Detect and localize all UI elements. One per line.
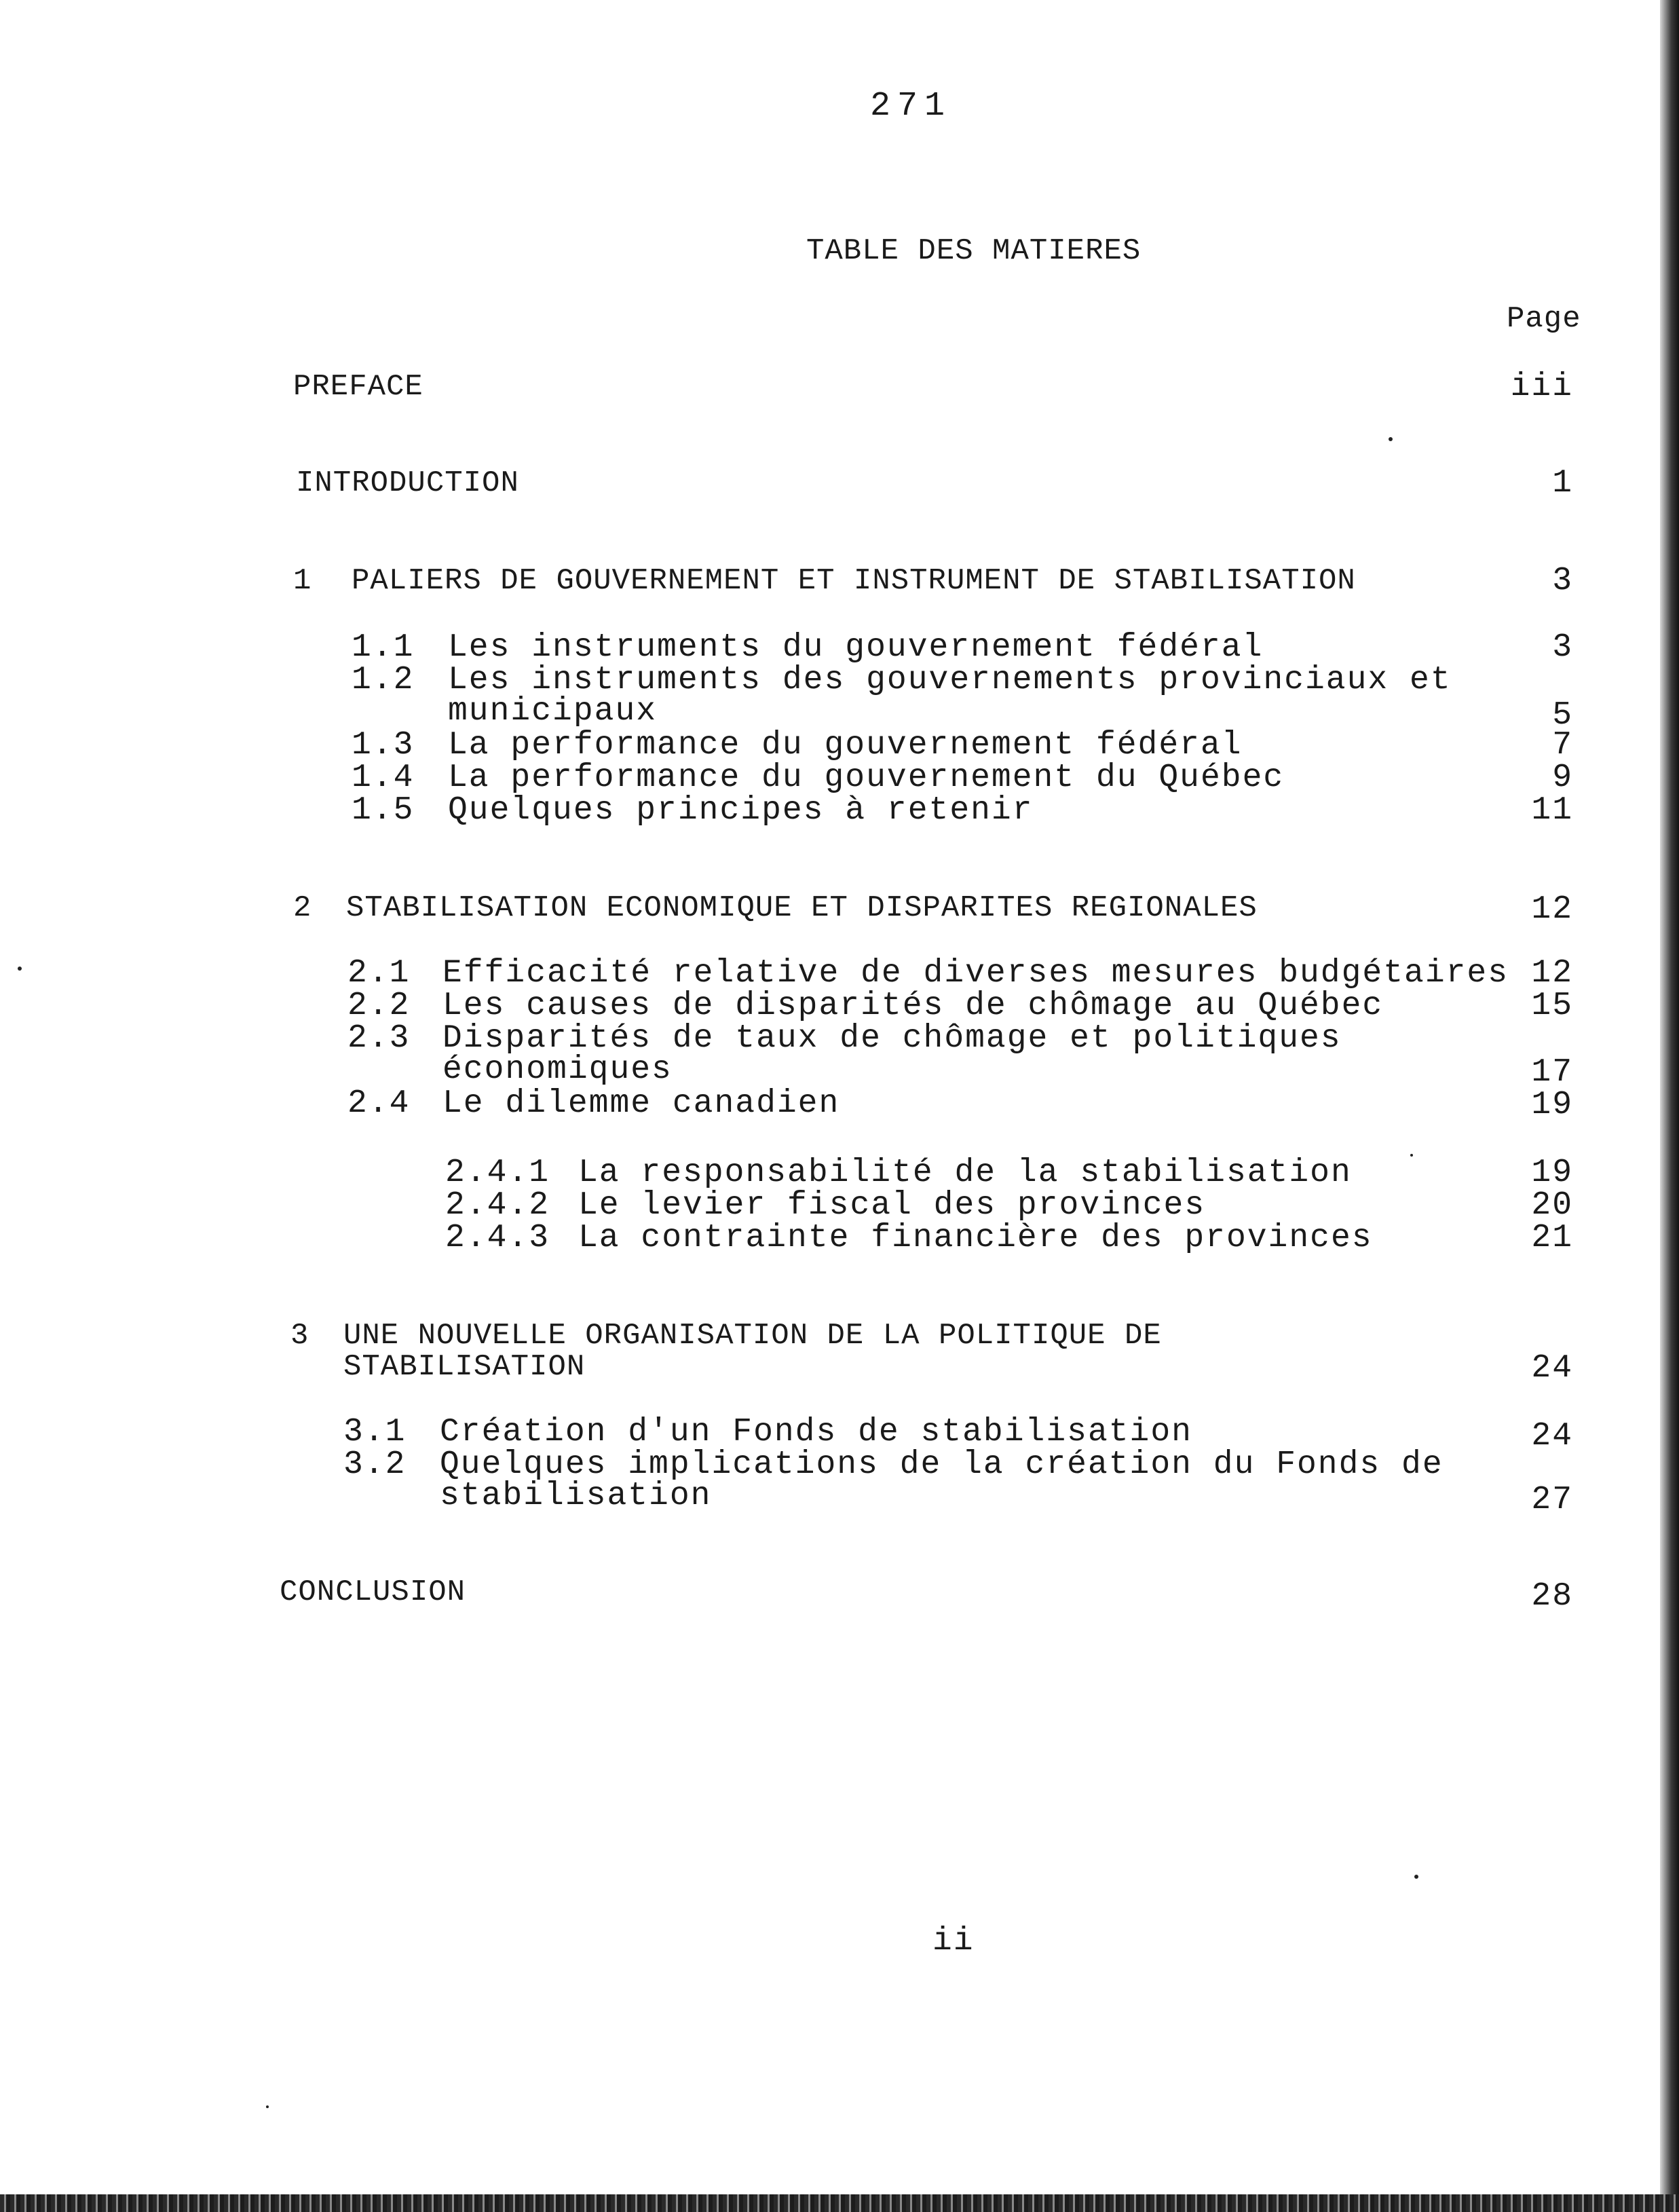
toc-1-5-title: Quelques principes à retenir <box>448 792 1034 829</box>
toc-1-3-title: La performance du gouvernement fédéral <box>448 727 1243 764</box>
page-number-bottom: ii <box>932 1923 975 1960</box>
toc-2-3-title-line2: économiques <box>442 1051 673 1088</box>
toc-2-4-1-title: La responsabilité de la stabilisation <box>578 1155 1352 1191</box>
page-title: TABLE DES MATIERES <box>806 234 1142 268</box>
toc-2-1-number: 2.1 <box>347 955 411 992</box>
toc-ch1-number: 1 <box>293 564 312 598</box>
toc-1-3-page: 7 <box>1552 727 1573 764</box>
toc-2-4-2-number: 2.4.2 <box>445 1187 550 1224</box>
toc-1-5-number: 1.5 <box>352 792 415 829</box>
toc-preface-page: iii <box>1510 369 1573 405</box>
toc-ch3-number: 3 <box>290 1319 309 1353</box>
scan-speck <box>1389 437 1393 441</box>
toc-ch2-page: 12 <box>1531 891 1573 928</box>
toc-2-4-2-title: Le levier fiscal des provinces <box>578 1187 1206 1224</box>
toc-2-1-title: Efficacité relative de diverses mesures budgétaires <box>442 955 1509 992</box>
toc-conclusion-label: CONCLUSION <box>280 1575 466 1609</box>
toc-2-3-page: 17 <box>1531 1054 1573 1091</box>
toc-3-2-number: 3.2 <box>343 1446 407 1483</box>
toc-1-4-number: 1.4 <box>352 760 415 796</box>
toc-3-2-title-line1: Quelques implications de la création du Fonds de <box>440 1446 1444 1483</box>
toc-1-2-title-line1: Les instruments des gouvernements provinciaux et <box>448 662 1452 698</box>
toc-1-1-title: Les instruments du gouvernement fédéral <box>448 629 1264 666</box>
toc-2-4-number: 2.4 <box>347 1085 411 1122</box>
toc-2-4-page: 19 <box>1531 1087 1573 1123</box>
scan-speck <box>1410 1154 1413 1157</box>
scan-speck <box>266 2105 269 2108</box>
toc-2-4-1-number: 2.4.1 <box>445 1155 550 1191</box>
page-column-header: Page <box>1507 302 1581 336</box>
toc-ch2-number: 2 <box>293 891 312 925</box>
toc-introduction-label: INTRODUCTION <box>296 466 519 500</box>
toc-3-1-title: Création d'un Fonds de stabilisation <box>440 1414 1192 1450</box>
toc-1-4-title: La performance du gouvernement du Québec <box>448 760 1285 796</box>
toc-3-1-page: 24 <box>1531 1418 1573 1455</box>
toc-ch3-title-line1: UNE NOUVELLE ORGANISATION DE LA POLITIQUE DE <box>343 1319 1162 1353</box>
scan-bottom-edge <box>0 2194 1679 2212</box>
toc-ch1-title: PALIERS DE GOUVERNEMENT ET INSTRUMENT DE STABILISATION <box>352 564 1356 598</box>
toc-3-2-page: 27 <box>1531 1482 1573 1518</box>
toc-2-4-3-number: 2.4.3 <box>445 1220 550 1256</box>
toc-1-4-page: 9 <box>1552 760 1573 796</box>
toc-1-3-number: 1.3 <box>352 727 415 764</box>
scan-speck <box>1414 1875 1418 1879</box>
toc-2-4-title: Le dilemme canadien <box>442 1085 840 1122</box>
toc-2-3-number: 2.3 <box>347 1020 411 1057</box>
toc-2-4-1-page: 19 <box>1531 1155 1573 1191</box>
toc-preface-label: PREFACE <box>293 370 423 404</box>
toc-2-4-3-page: 21 <box>1531 1220 1573 1256</box>
toc-ch3-title-line2: STABILISATION <box>343 1350 586 1384</box>
toc-ch1-page: 3 <box>1552 563 1573 599</box>
toc-3-1-number: 3.1 <box>343 1414 407 1450</box>
toc-2-4-3-title: La contrainte financière des provinces <box>578 1220 1373 1256</box>
scan-right-edge <box>1660 0 1679 2212</box>
toc-1-1-number: 1.1 <box>352 629 415 666</box>
toc-2-3-title-line1: Disparités de taux de chômage et politiques <box>442 1020 1342 1057</box>
toc-ch2-title: STABILISATION ECONOMIQUE ET DISPARITES REGIONALES <box>346 891 1258 925</box>
page-number-top: 271 <box>870 87 952 126</box>
toc-2-1-page: 12 <box>1531 955 1573 992</box>
toc-3-2-title-line2: stabilisation <box>440 1478 712 1514</box>
toc-1-5-page: 11 <box>1531 792 1573 829</box>
toc-1-2-page: 5 <box>1552 697 1573 734</box>
scan-speck <box>18 967 22 971</box>
toc-1-2-title-line2: municipaux <box>448 693 658 730</box>
toc-introduction-page: 1 <box>1552 465 1573 502</box>
toc-2-4-2-page: 20 <box>1531 1187 1573 1224</box>
toc-2-2-page: 15 <box>1531 988 1573 1024</box>
toc-2-2-number: 2.2 <box>347 988 411 1024</box>
toc-2-2-title: Les causes de disparités de chômage au Québec <box>442 988 1384 1024</box>
toc-ch3-page: 24 <box>1531 1350 1573 1387</box>
toc-1-2-number: 1.2 <box>352 662 415 698</box>
toc-1-1-page: 3 <box>1552 629 1573 666</box>
toc-conclusion-page: 28 <box>1531 1578 1573 1615</box>
